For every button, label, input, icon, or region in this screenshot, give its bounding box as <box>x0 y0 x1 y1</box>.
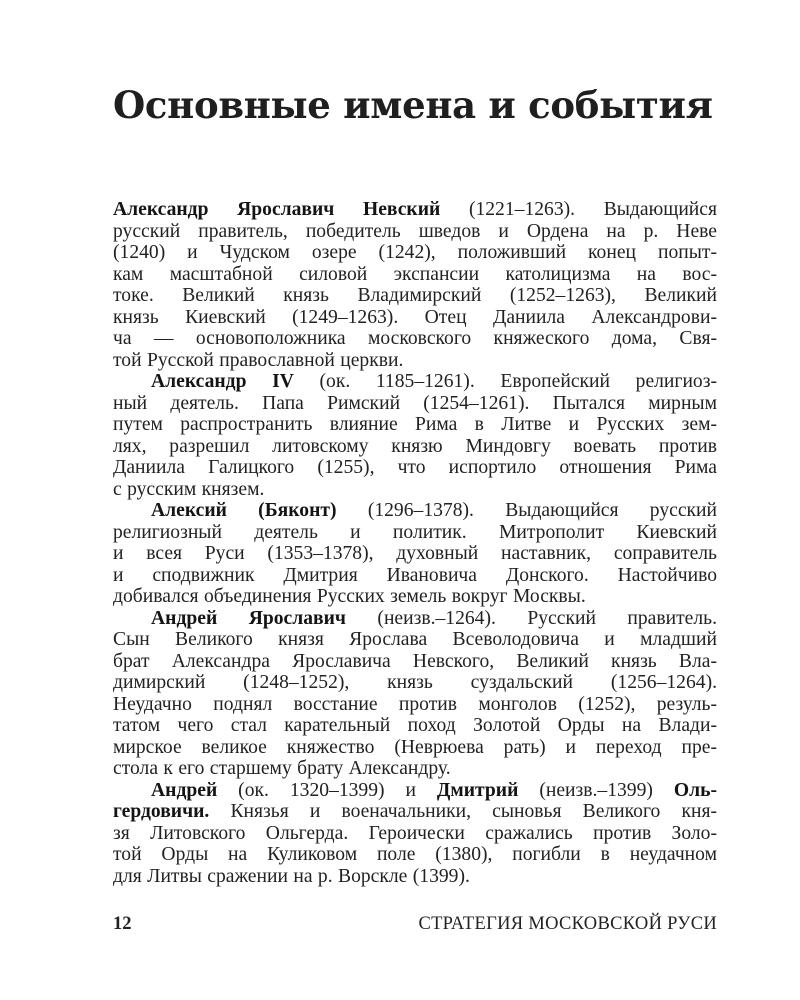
entry-text: (1221–1263). Выдающийся <box>440 199 717 220</box>
entry-text: ный деятель. Папа Римский (1254–1261). Пытался мирным <box>113 392 717 414</box>
text-line <box>113 543 717 565</box>
page-number: 12 <box>113 914 132 934</box>
page-title: Основные имена и события <box>113 83 713 127</box>
text-line <box>113 328 717 350</box>
entry-paragraph <box>113 371 717 500</box>
entry-name: гердовичи. <box>113 801 210 822</box>
text-line <box>113 371 717 393</box>
article-body <box>113 199 717 887</box>
text-line <box>113 801 717 823</box>
text-line <box>113 350 717 372</box>
entry-paragraph <box>113 500 717 608</box>
entry-name: Андрей Ярославич <box>151 607 346 629</box>
text-line <box>113 242 717 264</box>
entry-text: той Орды на Куликовом поле (1380), погибли в неудачном <box>113 844 717 865</box>
entry-text: и всея Руси (1353–1378), духовный наставник, соправитель <box>113 543 717 564</box>
text-line <box>113 414 717 436</box>
entry-text: токе. Великий князь Владимирский (1252–1263), Великий <box>113 285 717 306</box>
running-head: СТРАТЕГИЯ МОСКОВСКОЙ РУСИ <box>418 914 717 934</box>
entry-text: и сподвижник Дмитрия Ивановича Донского. Настойчиво <box>113 564 717 586</box>
text-line <box>113 608 717 630</box>
page-footer <box>113 912 717 936</box>
text-line <box>113 479 717 501</box>
entry-text: Даниила Галицкого (1255), что испортило отношения Рима <box>113 457 717 478</box>
text-line <box>113 737 717 759</box>
entry-text: Неудачно поднял восстание против монголов (1252), резуль- <box>113 693 717 715</box>
text-line <box>113 393 717 415</box>
text-line <box>113 586 717 608</box>
text-line <box>113 758 717 780</box>
entry-name: Андрей <box>151 779 218 801</box>
entry-text: мирское великое княжество (Неврюева рать) и переход пре- <box>113 736 717 758</box>
entry-text: с русским князем. <box>113 478 265 500</box>
entry-name: Александр Ярославич Невский <box>113 199 441 220</box>
entry-text: князь Киевский (1249–1263). Отец Даниила Александрови- <box>113 306 717 328</box>
entry-text: для Литвы сражении на р. Ворскле (1399). <box>113 865 470 887</box>
entry-text: димирский (1248–1252), князь суздальский (1256–1264). <box>113 672 717 693</box>
entry-text: лях, разрешил литовскому князю Миндовгу воевать против <box>113 435 717 457</box>
entry-text: (ок. 1185–1261). Европейский религиоз- <box>293 371 717 392</box>
entry-name: Алексий (Бяконт) <box>151 500 337 521</box>
entry-text: зя Литовского Ольгерда. Героически сражались против Золо- <box>113 822 717 844</box>
text-line <box>113 866 717 888</box>
entry-text: (неизв.–1264). Русский правитель. <box>345 607 717 629</box>
text-line <box>113 500 717 522</box>
text-line <box>113 199 717 221</box>
text-line <box>113 629 717 651</box>
text-line <box>113 694 717 716</box>
text-line <box>113 844 717 866</box>
entry-name: Дмитрий <box>436 779 519 801</box>
text-line <box>113 565 717 587</box>
entry-name: Александр IV <box>151 371 294 392</box>
entry-paragraph <box>113 199 717 371</box>
entry-text: русский правитель, победитель шведов и Ордена на р. Неве <box>113 220 717 242</box>
text-line <box>113 221 717 243</box>
text-line <box>113 457 717 479</box>
text-line <box>113 522 717 544</box>
entry-text: путем распространить влияние Рима в Литве и Русских зем- <box>113 414 717 435</box>
text-line <box>113 672 717 694</box>
text-line <box>113 285 717 307</box>
text-line <box>113 780 717 802</box>
entry-text: (1296–1378). Выдающийся русский <box>336 500 718 521</box>
entry-text: кам масштабной силовой экспансии католицизма на вос- <box>113 263 717 285</box>
entry-text: ча — основоположника московского княжеского дома, Свя- <box>113 328 717 349</box>
entry-text: религиозный деятель и политик. Митрополит Киевский <box>113 521 717 543</box>
entry-text: добивался объединения Русских земель вокруг Москвы. <box>113 586 586 607</box>
text-line <box>113 307 717 329</box>
entry-text: Сын Великого князя Ярослава Всеволодовича и младший <box>113 629 717 650</box>
entry-text: (неизв.–1399) <box>518 779 674 801</box>
entry-text: брат Александра Ярославича Невского, Великий князь Вла- <box>113 650 717 672</box>
entry-text: той Русской православной церкви. <box>113 349 404 371</box>
entry-text: стола к его старшему брату Александру. <box>113 758 451 779</box>
entry-text: татом чего стал карательный поход Золотой Орды на Влади- <box>113 715 717 736</box>
text-line <box>113 715 717 737</box>
text-line <box>113 436 717 458</box>
entry-name: Оль- <box>673 779 717 801</box>
text-line <box>113 823 717 845</box>
text-line <box>113 651 717 673</box>
entry-text: (ок. 1320–1399) и <box>217 779 437 801</box>
entry-text: (1240) и Чудском озере (1242), положивший конец попыт- <box>113 242 717 263</box>
entry-paragraph <box>113 780 717 888</box>
text-line <box>113 264 717 286</box>
entry-text: Князья и военачальники, сыновья Великого кня- <box>209 801 717 822</box>
entry-paragraph <box>113 608 717 780</box>
